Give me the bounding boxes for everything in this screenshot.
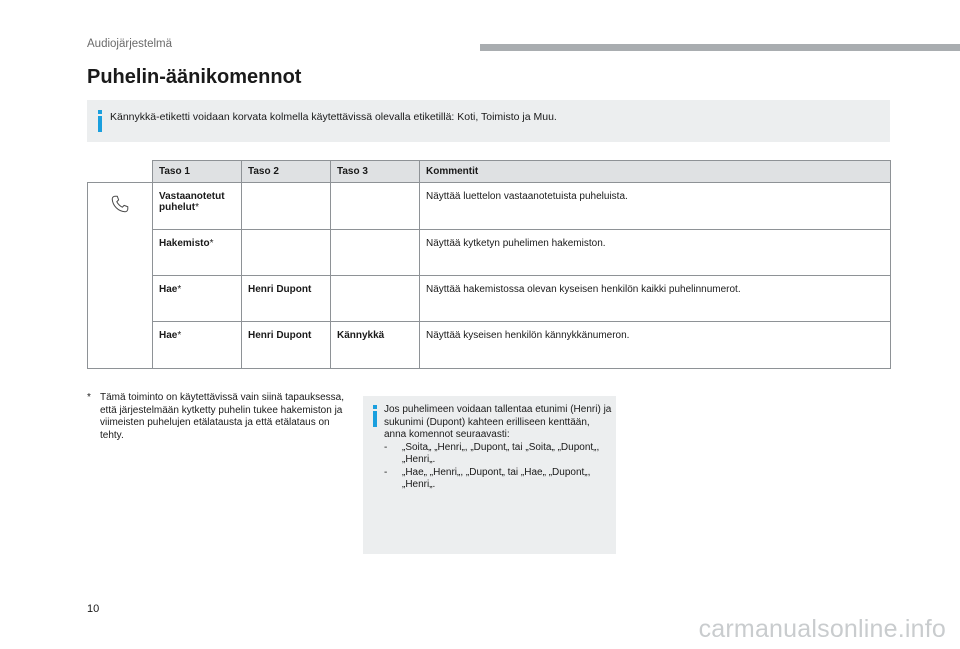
phone-icon [109,193,131,215]
table-row [88,276,891,322]
table-row [88,230,891,276]
tip-note-intro: Jos puhelimeen voidaan tallentaa etunimi (Henri) ja sukunimi (Dupont) kahteen erilliseen kenttään, anna komennot seuraavasti: [384,404,612,440]
page-title: Puhelin-äänikomennot [87,66,302,88]
tip-note [363,396,616,554]
row1-level1 [153,183,242,230]
row1-comment: Näyttää luettelon vastaanotetuista puheluista. [420,183,891,230]
table-row [88,183,891,230]
row4-level2: Henri Dupont [242,322,331,369]
tip-note-list [384,442,612,492]
row4-level3: Kännykkä [331,322,420,369]
row4-level1 [153,322,242,369]
footnote-text: Tämä toiminto on käytettävissä vain siinä tapauksessa, että järjestelmään kytketty puhelin tukee hakemiston ja viimeisten puhelujen etälatausta ja että etälataus on tehty. [100,392,345,441]
row1-level1-text: Vastaanotetut puhelut [159,191,225,214]
row3-level2: Henri Dupont [242,276,331,322]
column-header-level3: Taso 3 [331,161,420,183]
section-label: Audiojärjestelmä [87,38,173,50]
row2-level2 [242,230,331,276]
list-dash: - [384,466,388,478]
footnote-marker: * [177,330,182,342]
row2-comment: Näyttää kytketyn puhelimen hakemiston. [420,230,891,276]
table-header-row [88,161,891,183]
row1-level3 [331,183,420,230]
row2-level3 [331,230,420,276]
row3-level1 [153,276,242,322]
row4-comment: Näyttää kyseisen henkilön kännykkänumeron. [420,322,891,369]
voice-command-table [87,160,891,369]
tip-note-body [384,404,612,492]
row1-level2 [242,183,331,230]
row3-comment: Näyttää hakemistossa olevan kyseisen henkilön kaikki puhelinnumerot. [420,276,891,322]
table-row [88,322,891,369]
table-header-blank [88,161,153,183]
list-item-text: „Soita„ „Henri„, „Dupont„ tai „Soita„ „Dupont„, „Henri„. [402,441,600,465]
phone-icon-cell [88,183,153,369]
header-bar [480,44,960,51]
watermark: carmanualsonline.info [698,615,946,643]
footnote-marker: * [209,238,214,250]
list-dash: - [384,441,388,453]
column-header-comments: Kommentit [420,161,891,183]
row2-level1-text: Hakemisto [159,238,210,250]
footnote-marker: * [195,202,200,214]
row3-level3 [331,276,420,322]
list-item [384,442,612,467]
row3-level1-text: Hae [159,284,178,296]
column-header-level1: Taso 1 [153,161,242,183]
info-note-text: Kännykkä-etiketti voidaan korvata kolmella käytettävissä olevalla etiketillä: Koti, Toimisto ja Muu. [110,111,557,123]
info-note [87,100,890,142]
info-icon [95,110,105,132]
page-number: 10 [87,603,100,615]
row4-level1-text: Hae [159,330,178,342]
list-item-text: „Hae„ „Henri„, „Dupont„ tai „Hae„ „Dupont„, „Henri„. [402,466,591,490]
footnote-marker: * [177,284,182,296]
row2-level1 [153,230,242,276]
column-header-level2: Taso 2 [242,161,331,183]
footnote-marker: * [87,392,91,403]
info-icon [370,405,380,427]
list-item [384,467,612,492]
